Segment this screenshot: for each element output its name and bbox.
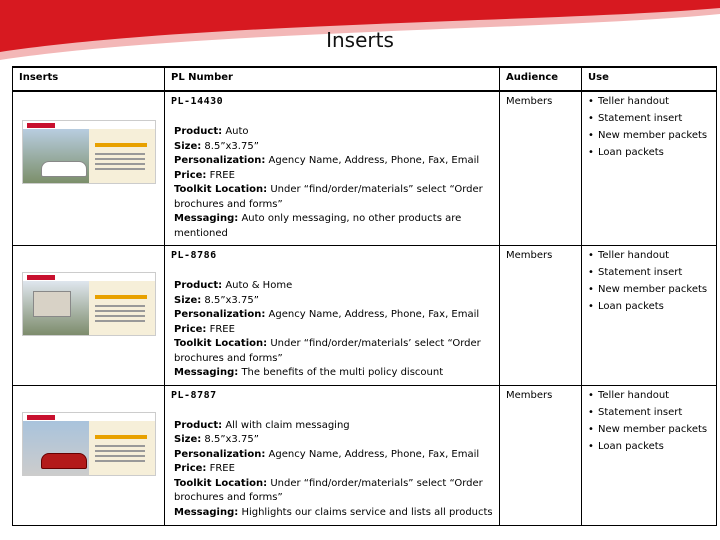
toolkit-value: Under “find/order/materials” select “Order brochures and forms” <box>174 477 483 503</box>
toolkit-value: Under “find/order/materials’ select “Order brochures and forms” <box>174 338 481 364</box>
personalization-label: Personalization: <box>174 309 266 320</box>
use-list <box>588 96 710 159</box>
list-item: • Teller handout <box>588 250 710 262</box>
brochure-panel <box>89 281 155 335</box>
list-item: • Statement insert <box>588 113 710 125</box>
claims-insert-thumbnail <box>22 412 156 476</box>
messaging-label: Messaging: <box>174 506 239 518</box>
body-text-lines <box>95 305 145 307</box>
use-cell <box>582 91 717 246</box>
toolkit-label: Toolkit Location: <box>174 338 268 349</box>
table-header-row <box>13 67 717 91</box>
body-text-lines <box>95 445 145 447</box>
list-item: • Statement insert <box>588 407 710 419</box>
list-item: • New member packets <box>588 284 710 296</box>
audience-cell: Members <box>500 91 582 246</box>
insert-details-cell <box>165 385 500 525</box>
size-value: 8.5”x3.75” <box>204 294 259 306</box>
list-item: • Loan packets <box>588 301 710 313</box>
insert-details <box>174 279 493 381</box>
insert-details <box>174 419 493 521</box>
product-value: Auto <box>225 126 249 137</box>
list-item: • Loan packets <box>588 147 710 159</box>
header-use: Use <box>582 67 717 91</box>
personalization-value: Agency Name, Address, Phone, Fax, Email <box>268 448 480 460</box>
personalization-value: Agency Name, Address, Phone, Fax, Email <box>268 309 480 320</box>
auto-home-insert-thumbnail <box>22 272 156 336</box>
size-label: Size: <box>174 294 202 306</box>
brand-logo <box>27 275 55 280</box>
messaging-label: Messaging: <box>174 213 239 224</box>
product-label: Product: <box>174 280 223 291</box>
messaging-value: The benefits of the multi policy discount <box>241 367 444 378</box>
insert-details <box>174 125 493 241</box>
size-label: Size: <box>174 140 202 152</box>
use-cell <box>582 385 717 525</box>
brochure-panel <box>89 129 155 183</box>
audience-cell: Members <box>500 246 582 386</box>
car-shape <box>41 453 87 469</box>
pl-number: PL-14430 <box>171 96 224 107</box>
product-value: Auto & Home <box>225 280 293 291</box>
header-inserts: Inserts <box>13 67 165 91</box>
price-label: Price: <box>174 323 207 335</box>
personalization-label: Personalization: <box>174 448 266 460</box>
header-audience: Audience <box>500 67 582 91</box>
list-item: • Statement insert <box>588 267 710 279</box>
list-item: • Loan packets <box>588 441 710 453</box>
auto-insert-thumbnail <box>22 120 156 184</box>
size-label: Size: <box>174 434 202 445</box>
insert-details-cell <box>165 91 500 246</box>
product-label: Product: <box>174 126 223 137</box>
body-text-lines <box>95 153 145 155</box>
pl-number: PL-8786 <box>171 250 217 261</box>
personalization-value: Agency Name, Address, Phone, Fax, Email <box>268 155 480 166</box>
price-value: FREE <box>209 323 235 335</box>
car-shape <box>41 161 87 177</box>
header-pl-number: PL Number <box>165 67 500 91</box>
list-item: • New member packets <box>588 424 710 436</box>
messaging-value: Auto only messaging, no other products are mentioned <box>174 213 462 239</box>
use-list <box>588 390 710 453</box>
use-cell <box>582 246 717 386</box>
product-value: All with claim messaging <box>225 419 350 431</box>
toolkit-label: Toolkit Location: <box>174 184 268 195</box>
insert-details-cell <box>165 246 500 386</box>
list-item: • New member packets <box>588 130 710 142</box>
product-label: Product: <box>174 419 223 431</box>
toolkit-value: Under “find/order/materials” select “Order brochures and forms” <box>174 184 483 210</box>
price-label: Price: <box>174 463 207 474</box>
use-list <box>588 250 710 313</box>
brand-logo <box>27 415 55 420</box>
size-value: 8.5”x3.75” <box>204 140 259 152</box>
headline-bar <box>95 435 147 439</box>
price-label: Price: <box>174 169 207 181</box>
house-shape <box>33 291 71 317</box>
size-value: 8.5”x3.75” <box>204 434 259 445</box>
list-item: • Teller handout <box>588 96 710 108</box>
messaging-value: Highlights our claims service and lists all products <box>241 506 493 518</box>
page-title: Inserts <box>326 28 394 52</box>
audience-cell: Members <box>500 385 582 525</box>
brochure-panel <box>89 421 155 475</box>
headline-bar <box>95 295 147 299</box>
price-value: FREE <box>209 463 235 474</box>
messaging-label: Messaging: <box>174 367 239 378</box>
personalization-label: Personalization: <box>174 155 266 166</box>
list-item: • Teller handout <box>588 390 710 402</box>
price-value: FREE <box>209 169 235 181</box>
headline-bar <box>95 143 147 147</box>
brand-logo <box>27 123 55 128</box>
toolkit-label: Toolkit Location: <box>174 477 268 489</box>
pl-number: PL-8787 <box>171 389 217 401</box>
